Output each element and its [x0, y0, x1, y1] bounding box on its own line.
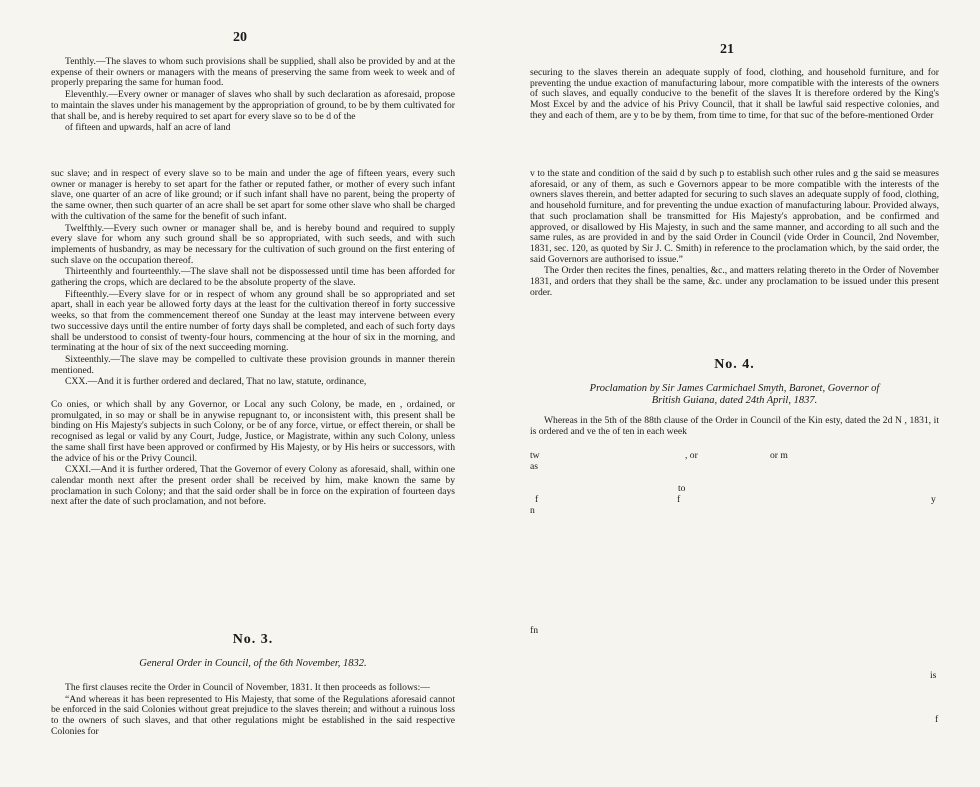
paragraph: The first clauses recite the Order in Council of November, 1831. It then proceeds as follows:— — [65, 682, 430, 693]
text-fragment: as — [530, 461, 538, 472]
paragraph: Twelfthly.—Every such owner or manager shall be, and is hereby bound and required to supply every slave for whom any such ground shall be so appropriated, with such seeds, and with such implements of husbandry, as may be necessary for the cultivation of such ground on the first entering of such slave on the occupation thereof. — [51, 222, 455, 266]
section-heading: No. 3. — [232, 632, 274, 647]
text-fragment: f — [935, 714, 939, 725]
paragraph: Co onies, or which shall by any Governor, or Local any such Colony, be made, en , ordained, or promulgated, in so may or shall be in anywise repugnant to, or inconsistent with, this present shall be binding on His Majesty's subjects in such Colony, or be of any force, virtue, or effect therein, or shall be recognised as legal or valid by any Court, Judge, Justice, or Magistrate, within any such Colony, unless the same shall first have been approved or confirmed by His Majesty, or by His heirs or successors, with the advice of his or the Privy Council. — [51, 399, 455, 464]
paragraph: securing to the slaves therein an adequate supply of food, clothing, and household furniture, and for preventing the undue exaction of manufacturing labour, more compatible with the interests of the owners of such slaves, and equally conducive to the benefit of the slaves It is therefore ordered by the King's Most Excel by and the advice of his Privy Council, that it shall be lawful said respective colonies, and they and each of them, are y to be by them, from time to time, for that suc of the before-mentioned Order — [530, 67, 939, 121]
section-heading: No. 4. — [714, 357, 755, 372]
text-block-top — [51, 57, 455, 135]
paragraph: suc slave; and in respect of every slave so to be main and under the age of fifteen years, every such owner or manager is hereby to set apart for the father or reputed father, or mother of every such infant slave, one quarter of an acre of like ground; or if such infant shall have no parent, being the property of the same owner, then such quarter of an acre shall be set apart for some other slave who shall be charged with the cultivation of the same for the benefit of such infant. — [51, 168, 455, 222]
text-fragment: fn — [530, 625, 538, 636]
paragraph: CXXI.—And it is further ordered, That the Governor of every Colony as aforesaid, shall, within one calendar month next after the present order shall be received by him, make known the same by proclamation in such Colony; and that the said order shall be in force on the expiration of fourteen days next after the date of such proclamation, and not before. — [51, 464, 455, 508]
text-fragment: to — [678, 483, 686, 494]
paragraph: Eleventhly.—Every owner or manager of slaves who shall by such declaration as aforesaid, propose to maintain the slaves under his management by the appropriation of ground, to be by them cultivated for that shall be, and is hereby required to set apart for every slave so to be d of the — [51, 89, 455, 122]
section-body — [530, 416, 939, 438]
section-subtitle-line2: British Guiana, dated 24th April, 1837. — [651, 395, 818, 406]
section-subtitle: General Order in Council, of the 6th November, 1832. — [139, 658, 367, 669]
paragraph: of fifteen and upwards, half an acre of land — [65, 122, 231, 134]
paragraph: Sixteenthly.—The slave may be compelled to cultivate these provision grounds in manner therein mentioned. — [51, 353, 455, 376]
text-block-main — [530, 169, 939, 299]
paragraph: v to the state and condition of the said d by such p to establish such other rules and g the said se measures aforesaid, or any of them, as such e Governors appear to be more compatible with the interests of the owners slaves therein, and better adapted for securing to such slaves an adequate supply of food, clothing, and household furniture, and for preventing the undue exaction of manufacturing labour. Provided always, that such proclamation shall be transmitted for His Majesty's approbation, and be confirmed and approved, or disallowed by His Majesty, in such and the same manner, and according to all such and the same rules, as are provided in and by the said Order in Council (vide Order in Council, 2nd November, 1831, sec. 120, as quoted by Sir J. C. Smith) in reference to the proclamation which, by the said order, the said Governors are authorised to issue.” — [530, 168, 939, 265]
right-page — [490, 0, 980, 787]
paragraph: Whereas in the 5th of the 88th clause of the Order in Council of the Kin esty, dated the 2d N , 1831, it is ordered and ve the of ten in each week — [530, 415, 939, 437]
text-fragment: or m — [770, 450, 788, 461]
paragraph: CXX.—And it is further ordered and declared, That no law, statute, ordinance, — [65, 376, 367, 388]
page-number: 20 — [233, 30, 247, 45]
page-number: 21 — [720, 42, 734, 57]
text-fragment: f — [535, 494, 539, 505]
text-fragment: tw — [530, 450, 540, 461]
text-fragment: , or — [685, 450, 698, 461]
paragraph: Tenthly.—The slaves to whom such provisions shall be supplied, shall also be provided by and at the expense of their owners or managers with the means of preserving the same from week to week and of properly preparing the same for human food. — [51, 56, 455, 89]
text-block-top — [530, 68, 939, 123]
text-fragment: n — [530, 505, 535, 516]
paragraph: “And whereas it has been represented to His Majesty, that some of the Regulations aforesaid cannot be enforced in the said Colonies without great prejudice to the slaves therein; and without a ruinous loss to the owners of such slaves, and that other regulations might be established in the said respective Colonies for — [51, 693, 455, 737]
section-body — [51, 683, 455, 739]
paragraph: Fifteenthly.—Every slave for or in respect of whom any ground shall be so appropriated and set apart, shall in each year be allowed forty days at the least for the cultivation thereof in forty successive weeks, so that from the commencement thereof one Sunday at the least may intervene between every two successive days until the entire number of forty days shall be completed, and each of such forty days shall be understood to consist of twenty-four hours, commencing at the hour of six in the morning, and terminating at the hour of six of the next succeeding morning. — [51, 288, 455, 354]
text-fragment: is — [930, 670, 937, 681]
text-fragment: y — [931, 494, 936, 505]
section-subtitle-line1: Proclamation by Sir James Carmichael Smyth, Baronet, Governor of — [589, 383, 880, 394]
text-block-main — [51, 169, 455, 509]
paragraph: Thirteenthly and fourteenthly.—The slave shall not be dispossessed until time has been afforded for gathering the crops, which are declared to be the absolute property of the slave. — [51, 266, 455, 289]
paragraph: The Order then recites the fines, penalties, &c., and matters relating thereto in the Order of November 1831, and orders that they shall be the same, &c. under any proclamation to be issued under this present order. — [530, 265, 939, 298]
text-fragment: f — [677, 494, 681, 505]
